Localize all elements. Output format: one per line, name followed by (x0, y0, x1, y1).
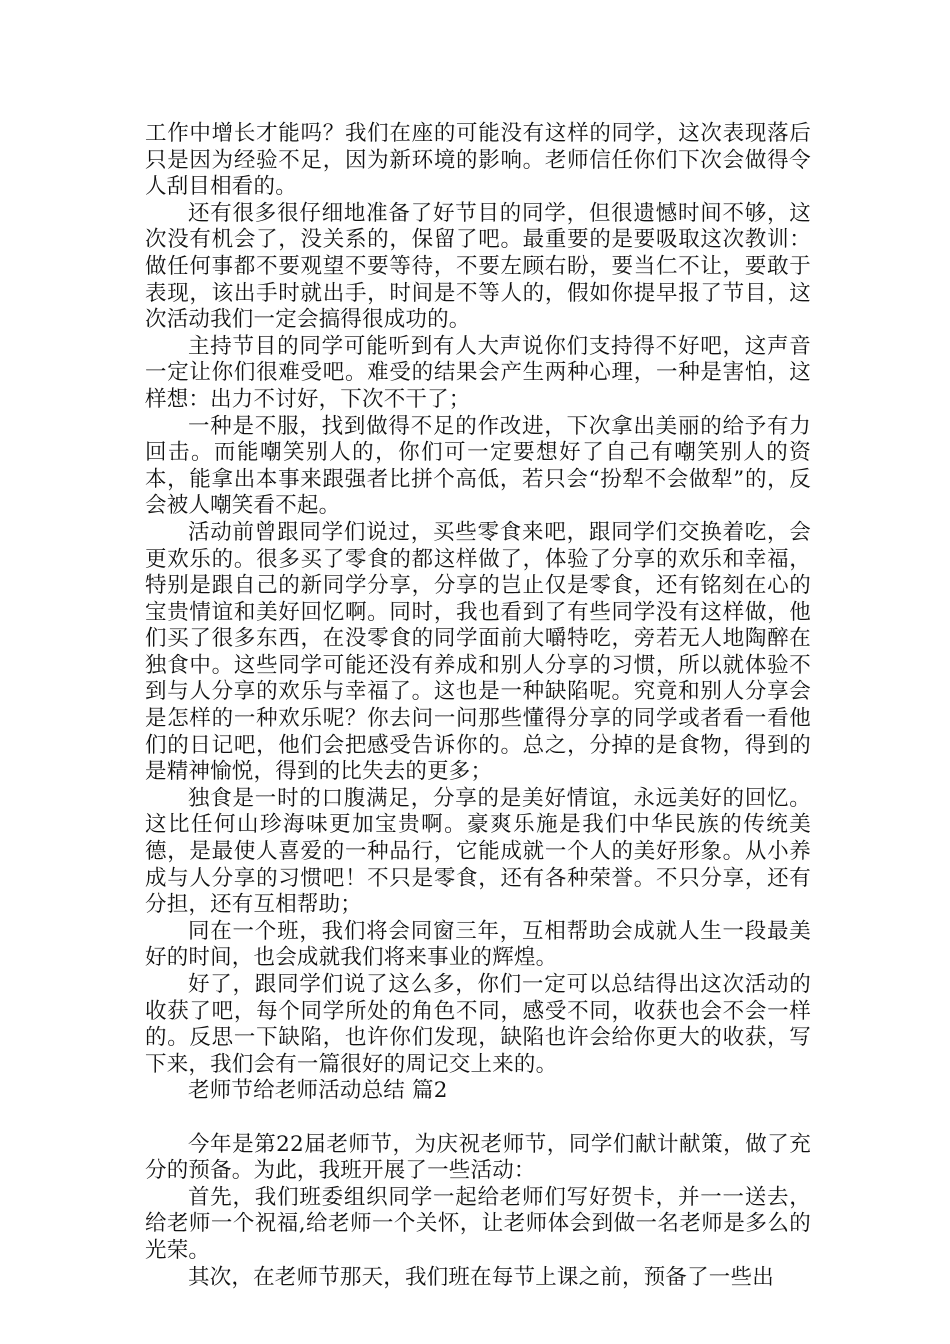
paragraph: 工作中增长才能吗？我们在座的可能没有这样的同学，这次表现落后只是因为经验不足，因为新环境的影响。老师信任你们下次会做得令人刮目相看的。 (145, 121, 811, 200)
paragraph: 同在一个班，我们将会同窗三年，互相帮助会成就人生一段最美好的时间，也会成就我们将来事业的辉煌。 (145, 918, 811, 971)
document-page (145, 121, 811, 1291)
paragraph: 还有很多很仔细地准备了好节目的同学，但很遗憾时间不够，这次没有机会了，没关系的，保留了吧。最重要的是要吸取这次教训：做任何事都不要观望不要等待，不要左顾右盼，要当仁不让，要敢于表现，该出手时就出手，时间是不等人的，假如你提早报了节目，这次活动我们一定会搞得很成功的。 (145, 200, 811, 333)
paragraph: 独食是一时的口腹满足，分享的是美好情谊，永远美好的回忆。这比任何山珍海味更加宝贵啊。豪爽乐施是我们中华民族的传统美德，是最使人喜爱的一种品行，它能成就一个人的美好形象。从小养成与人分享的习惯吧！不只是零食，还有各种荣誉。不只分享，还有分担，还有互相帮助； (145, 785, 811, 918)
paragraph: 好了，跟同学们说了这么多，你们一定可以总结得出这次活动的收获了吧，每个同学所处的角色不同，感受不同，收获也会不会一样的。反思一下缺陷，也许你们发现，缺陷也许会给你更大的收获，写下来，我们会有一篇很好的周记交上来的。 (145, 972, 811, 1077)
blank-line (145, 1105, 811, 1132)
paragraph: 主持节目的同学可能听到有人大声说你们支持得不好吧，这声音一定让你们很难受吧。难受的结果会产生两种心理，一种是害怕，这样想：出力不讨好，下次不干了； (145, 333, 811, 412)
paragraph: 其次，在老师节那天，我们班在每节上课之前，预备了一些出 (188, 1264, 774, 1290)
section-heading: 老师节给老师活动总结 篇2 (188, 1078, 448, 1104)
paragraph: 一种是不服，找到做得不足的作改进，下次拿出美丽的给予有力回击。而能嘲笑别人的，你们可一定要想好了自己有嘲笑别人的资本，能拿出本事来跟强者比拼个高低，若只会“扮犁不会做犁”的，反会被人嘲笑看不起。 (145, 413, 811, 519)
paragraph: 首先，我们班委组织同学一起给老师们写好贺卡，并一一送去，给老师一个祝福,给老师一个关怀，让老师体会到做一名老师是多么的光荣。 (145, 1184, 811, 1263)
paragraph: 活动前曾跟同学们说过，买些零食来吧，跟同学们交换着吃，会更欢乐的。很多买了零食的都这样做了，体验了分享的欢乐和幸福，特别是跟自己的新同学分享，分享的岂止仅是零食，还有铭刻在心的宝贵情谊和美好回忆啊。同时，我也看到了有些同学没有这样做，他们买了很多东西，在没零食的同学面前大嚼特吃，旁若无人地陶醉在独食中。这些同学可能还没有养成和别人分享的习惯，所以就体验不到与人分享的欢乐与幸福了。这也是一种缺陷呢。究竟和别人分享会是怎样的一种欢乐呢？你去问一问那些懂得分享的同学或者看一看他们的日记吧，他们会把感受告诉你的。总之，分掉的是食物，得到的是精神愉悦，得到的比失去的更多； (145, 519, 811, 785)
paragraph: 今年是第22届老师节，为庆祝老师节，同学们献计献策，做了充分的预备。为此，我班开展了一些活动： (145, 1131, 811, 1184)
